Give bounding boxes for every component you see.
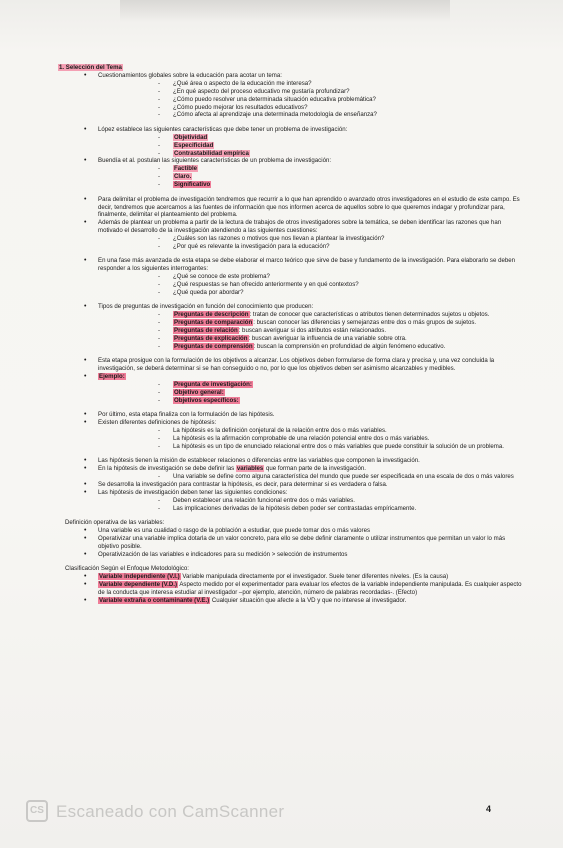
question-list: [98, 80, 526, 120]
question-list: [98, 235, 526, 251]
subheading: Definición operativa de las variables:: [65, 519, 165, 527]
camscanner-logo: CS: [26, 800, 48, 822]
list-item: - ¿Cómo puedo resolver una determinada situación educativa problemática?: [98, 96, 526, 104]
list-item: - Una variable se define como alguna característica del mundo que puede ser especificada en una escala de dos o más valores: [98, 473, 526, 481]
subheading: Clasificación Según el Enfoque Metodológico:: [65, 565, 189, 573]
block4: [56, 196, 526, 251]
block11: [56, 573, 526, 605]
block6: [56, 303, 526, 350]
list-item: • Operativizar una variable implica dotarla de un valor concreto, para ello se debe definir claramente o utilizar instrumentos que permitan un valor lo más objetivo posible.: [56, 535, 526, 551]
list-item: - La hipótesis es un tipo de enunciado relacional entre dos o más variables que puede constituir la solución de un problema.: [98, 443, 526, 451]
list-item: - ¿Qué se conoce de este problema?: [98, 273, 526, 281]
page-number: 4: [486, 804, 492, 814]
list-item: - Contrastabilidad empírica: [98, 150, 526, 158]
list-item: - ¿Qué queda por abordar?: [98, 289, 526, 297]
list-item: • Además de plantear un problema a partir de la lectura de trabajos de otros investigadores sobre la temática, se deben identificar las razones que han motivado el desarrollo de la investigación atendiendo a las siguientes cuestiones: - ¿Cuáles son las razones o motivos que nos llevan a plantear la investigación? - ¿Por qué es relevante la investigación para la educación?: [56, 219, 526, 251]
list-item: - Preguntas de comparación: buscan conocer las diferencias y semejanzas entre dos o más grupos de sujetos.: [98, 319, 526, 327]
list-item: • Las hipótesis tienen la misión de establecer relaciones o diferencias entre las variables que componen la investigación.: [56, 457, 526, 465]
list-item: - La hipótesis es la definición conjetural de la relación entre dos o más variables.: [98, 427, 526, 435]
list-item: - Especificidad: [98, 142, 526, 150]
list-item: • Esta etapa prosigue con la formulación de los objetivos a alcanzar. Los objetivos deben formularse de forma clara y precisa y, una vez concluida la investigación, se deberá determinar si se han conseguido o no, por lo que los objetivos deben ser asimismo alcanzables y medibles.: [56, 357, 526, 373]
list-item: - ¿Por qué es relevante la investigación para la educación?: [98, 243, 526, 251]
list-item: • Variable independiente (V.I.) Variable manipulada directamente por el investigador. Suele tener diferentes niveles. (Es la causa): [56, 573, 526, 581]
list-item: • Ejemplo: - Pregunta de investigación: - Objetivo general: - Objetivos específicos:: [56, 373, 526, 405]
list-item: • Por último, esta etapa finaliza con la formulación de las hipótesis.: [56, 411, 526, 419]
list-item: • Cuestionamientos globales sobre la educación para acotar un tema: - ¿Qué área o aspecto de la educación me interesa? - ¿En qué aspecto del proceso educativo me gustaría profundizar? - ¿Cómo puedo resolver una determinada situación educativa problemática? - ¿Cómo puedo mejorar los resultados educativos? - ¿Cómo afecta al aprendizaje una determinada metodología de enseñanza?: [56, 72, 526, 119]
list-item: • Las hipótesis de investigación deben tener las siguientes condiciones: - Deben establecer una relación funcional entre dos o más variables. - Las implicaciones derivadas de la hipótesis deben poder ser contrastadas empíricamente.: [56, 489, 526, 513]
block2: [56, 126, 526, 189]
list-item: - ¿Qué área o aspecto de la educación me interesa?: [98, 80, 526, 88]
list-item: • Para delimitar el problema de investigación tendremos que recurrir a lo que han aprendido o avanzado otros investigadores en el estudio de este campo. Es decir, tendremos que acercarnos a las fuentes de información que nos informen acerca de aquellos sobre lo que queremos indagar y profundizar para, finalmente, delimitar el planteamiento del problema.: [56, 196, 526, 220]
block8: [56, 411, 526, 451]
list-item: - Objetivo general:: [98, 389, 526, 397]
list-item: • Operativización de las variables e indicadores para su medición > selección de instrumentos: [56, 551, 526, 559]
list-item: - ¿Qué respuestas se han ofrecido anteriormente y en qué contextos?: [98, 281, 526, 289]
characteristic-list: [98, 134, 526, 158]
list-item: • Tipos de preguntas de investigación en función del conocimiento que producen: - Preguntas de descripción: tratan de conocer que características o atributos tienen determinados sujetos u objetos. - Preguntas de comparación: buscan conocer las diferencias y semejanzas entre dos o más grupos de sujetos. - Preguntas de relación: buscan averiguar si dos atributos están relacionados. - Preguntas de explicación: buscan averiguar la influencia de una variable sobre otra. - Preguntas de comprensión: buscan la comprensión en profundidad de algún fenómeno educativo.: [56, 303, 526, 350]
list-item: - Preguntas de relación: buscan averiguar si dos atributos están relacionados.: [98, 327, 526, 335]
characteristic-list: [98, 165, 526, 189]
list-item: - Objetividad: [98, 134, 526, 142]
list-item: • Se desarrolla la investigación para contrastar la hipótesis, es decir, para determinar si es verdadera o falsa.: [56, 481, 526, 489]
condition-list: [98, 497, 526, 513]
list-item: - Preguntas de comprensión: buscan la comprensión en profundidad de algún fenómeno educativo.: [98, 343, 526, 351]
list-item: - Objetivos específicos:: [98, 397, 526, 405]
list-item: • En la hipótesis de investigación se debe definir las variables que forman parte de la investigación. - Una variable se define como alguna característica del mundo que puede ser especificada en una escala de dos o más valores: [56, 465, 526, 481]
list-item: - Deben establecer una relación funcional entre dos o más variables.: [98, 497, 526, 505]
list-item: - Pregunta de investigación:: [98, 381, 526, 389]
list-item: - La hipótesis es la afirmación comprobable de una relación potencial entre dos o más variables.: [98, 435, 526, 443]
list-item: • En una fase más avanzada de esta etapa se debe elaborar el marco teórico que sirve de base y fundamento de la investigación. Para elaborarlo se deben responder a los siguientes interrogantes: - ¿Qué se conoce de este problema? - ¿Qué respuestas se han ofrecido anteriormente y en qué contextos? - ¿Qué queda por abordar?: [56, 257, 526, 297]
variable-definition: [98, 473, 526, 481]
list-item: • Buendía et al. postulan las siguientes características de un problema de investigación: - Factible - Claro. - Significativo: [56, 157, 526, 189]
list-item: - Preguntas de explicación: buscan averiguar la influencia de una variable sobre otra.: [98, 335, 526, 343]
block7: [56, 357, 526, 404]
document-content: [56, 64, 526, 605]
question-type-list: [98, 311, 526, 351]
definition-list: [98, 427, 526, 451]
list-item: - Claro.: [98, 173, 526, 181]
list-item: • López establece las siguientes características que debe tener un problema de investigación: - Objetividad - Especificidad - Contrastabilidad empírica: [56, 126, 526, 158]
block10: [56, 527, 526, 559]
list-item: - ¿Cuáles son las razones o motivos que nos llevan a plantear la investigación?: [98, 235, 526, 243]
block9: [56, 457, 526, 512]
list-item: • Variable extraña o contaminante (V.E.) Cualquier situación que afecte a la VD y que no interese al investigador.: [56, 597, 526, 605]
block5: [56, 257, 526, 297]
block1: [56, 72, 526, 119]
scan-shadow: [120, 0, 450, 22]
section-title: 1. Selección del Tema: [59, 64, 122, 71]
list-item: • Una variable es una cualidad o rasgo de la población a estudiar, que puede tomar dos o más valores: [56, 527, 526, 535]
list-item: - Preguntas de descripción: tratan de conocer que características o atributos tienen determinados sujetos u objetos.: [98, 311, 526, 319]
list-item: • Existen diferentes definiciones de hipótesis: - La hipótesis es la definición conjetural de la relación entre dos o más variables. - La hipótesis es la afirmación comprobable de una relación potencial entre dos o más variables. - La hipótesis es un tipo de enunciado relacional entre dos o más variables que puede constituir la solución de un problema.: [56, 419, 526, 451]
list-item: - ¿En qué aspecto del proceso educativo me gustaría profundizar?: [98, 88, 526, 96]
list-item: - ¿Cómo afecta al aprendizaje una determinada metodología de enseñanza?: [98, 111, 526, 119]
list-item: • Variable dependiente (V.D.) Aspecto medido por el experimentador para evaluar los efectos de la variable independiente manipulada. Es cualquier aspecto de la conducta que interesa estudiar al investigador –por ejemplo, atención, número de palabras recordadas-. (Efecto): [56, 581, 526, 597]
list-item: - Factible: [98, 165, 526, 173]
scanner-watermark: Escaneado con CamScanner: [56, 802, 285, 821]
example-list: [98, 381, 526, 405]
list-item: - ¿Cómo puedo mejorar los resultados educativos?: [98, 104, 526, 112]
question-list: [98, 273, 526, 297]
list-item: - Las implicaciones derivadas de la hipótesis deben poder ser contrastadas empíricamente.: [98, 505, 526, 513]
list-item: - Significativo: [98, 181, 526, 189]
